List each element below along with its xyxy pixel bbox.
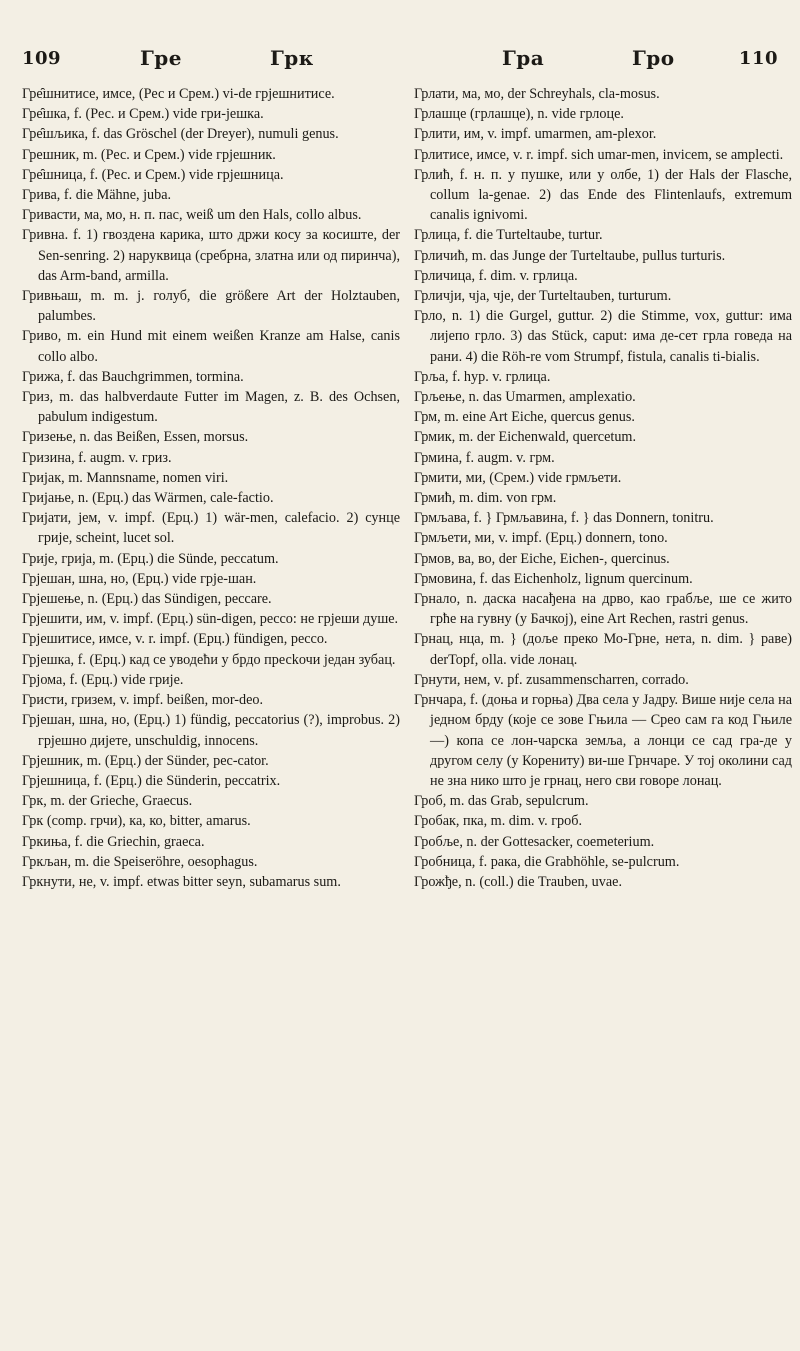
dictionary-entry: Грива, f. die Mähne, juba. bbox=[22, 187, 172, 204]
dictionary-entry: Грличић, m. das Junge der Turteltaube, pullus turturis. bbox=[414, 247, 726, 264]
dictionary-entry: Грмић, m. dim. von грм. bbox=[414, 490, 557, 507]
dictionary-entry: Грјешење, n. (Ерц.) das Sündigen, peccare. bbox=[22, 591, 272, 608]
dictionary-entry: Гривна. f. 1) гвоздена карика, што држи косу за косиште, der Sen-senring. 2) наруквица (сребрна, златна или од пиринча), das Arm-band, armilla. bbox=[22, 227, 400, 284]
dictionary-entry: Гркљан, m. die Speiseröhre, oesophagus. bbox=[22, 853, 258, 870]
left-guide-word-first: Гре bbox=[140, 46, 183, 70]
dictionary-entry: Гркиња, f. die Griechin, graeca. bbox=[22, 833, 205, 850]
dictionary-entry: Гријање, n. (Ерц.) das Wärmen, cale-factio. bbox=[22, 490, 274, 507]
dictionary-entry: Гријати, јем, v. impf. (Ерц.) 1) wär-men, calefacio. 2) сунце грије, scheint, lucet sol. bbox=[22, 510, 400, 547]
dictionary-entry: Грљење, n. das Umarmen, amplexatio. bbox=[414, 389, 636, 406]
dictionary-entry: Грмик, m. der Eichenwald, quercetum. bbox=[414, 429, 637, 446]
dictionary-entry: Гристи, гризем, v. impf. beißen, mor-deo. bbox=[22, 692, 264, 709]
dictionary-entry: Грмов, ва, во, der Eiche, Eichen-, quercinus. bbox=[414, 550, 670, 567]
dictionary-entry: Гробље, n. der Gottesacker, coemeterium. bbox=[414, 833, 655, 850]
dictionary-entry: Грјешан, шна, но, (Ерц.) 1) fündig, peccatorius (?), improbus. 2) грјешно дијете, unschuldig, innocens. bbox=[22, 712, 400, 749]
dictionary-entry: Грло, n. 1) die Gurgel, guttur. 2) die Stimme, vox, guttur: има лијепо грло. 3) das Stück, caput: има де-сет грла говеда на рани. 4) die Röh-re vom Strumpf, fistula, canalis ti-bialis. bbox=[414, 308, 792, 365]
dictionary-entry: Грличица, f. dim. v. грлица. bbox=[414, 267, 578, 284]
dictionary-entry: Гривњаш, m. m. j. голуб, die größere Art der Holztauben, palumbes. bbox=[22, 288, 400, 325]
dictionary-entry: Грмљава, f. } Грмљавина, f. } das Donnern, tonitru. bbox=[414, 510, 714, 527]
dictionary-entry: Грмина, f. augm. v. грм. bbox=[414, 449, 555, 466]
right-column bbox=[414, 84, 792, 892]
dictionary-entry: Гривасти, ма, мо, н. п. пас, weiß um den Hals, collo albus. bbox=[22, 207, 362, 224]
dictionary-entry: Гре̑шка, f. (Рес. и Срем.) vide гри-јешка. bbox=[22, 106, 264, 123]
dictionary-entry: Грличји, чја, чје, der Turteltauben, turturum. bbox=[414, 288, 672, 305]
dictionary-entry: Гркнути, не, v. impf. etwas bitter seyn, subamarus sum. bbox=[22, 873, 341, 890]
dictionary-entry: Гризина, f. augm. v. гриз. bbox=[22, 449, 172, 466]
dictionary-entry: Грља, f. hyp. v. грлица. bbox=[414, 368, 551, 385]
dictionary-entry: Грижа, f. das Bauchgrimmen, tormina. bbox=[22, 368, 244, 385]
dictionary-entry: Гриз, m. das halbverdaute Futter im Magen, z. B. des Ochsen, pabulum indigestum. bbox=[22, 389, 400, 426]
dictionary-entry: Гријак, m. Mannsname, nomen viri. bbox=[22, 469, 229, 486]
dictionary-entry: Грјешан, шна, но, (Ерц.) vide грје-шан. bbox=[22, 570, 257, 587]
dictionary-entry: Грк, m. der Grieche, Graecus. bbox=[22, 793, 193, 810]
dictionary-entry: Гре̑шнитисе, имсе, (Рес и Срем.) vi-de грјешнитисе. bbox=[22, 86, 335, 102]
dictionary-entry: Грлити, им, v. impf. umarmen, am-plexor. bbox=[414, 126, 657, 143]
dictionary-entry: Грнац, нца, m. } (доље преко Мо-Грне, нета, n. dim. } раве) derTopf, olla. vide лонац. bbox=[414, 631, 792, 668]
dictionary-entry: Грлитисе, имсе, v. r. impf. sich umar-men, invicem, se amplecti. bbox=[414, 146, 784, 163]
dictionary-entry: Гробак, пка, m. dim. v. гроб. bbox=[414, 813, 582, 830]
right-page-number: 110 bbox=[738, 48, 778, 69]
dictionary-entry: Грожђе, n. (coll.) die Trauben, uvae. bbox=[414, 873, 623, 890]
dictionary-entry: Грнути, нем, v. pf. zusammenscharren, corrado. bbox=[414, 671, 689, 688]
dictionary-entry: Гре̑шљика, f. das Gröschel (der Dreyer), numuli genus. bbox=[22, 126, 339, 143]
dictionary-entry: Грјешник, m. (Ерц.) der Sünder, pec-cator. bbox=[22, 752, 269, 769]
left-page-number: 109 bbox=[22, 48, 62, 69]
dictionary-entry: Грк (comp. грчи), ка, ко, bitter, amarus. bbox=[22, 813, 251, 830]
dictionary-entry: Грлашце (грлашце), n. vide грлоце. bbox=[414, 106, 624, 123]
dictionary-entry: Грешник, m. (Рес. и Срем.) vide грјешник. bbox=[22, 146, 276, 163]
dictionary-entry: Грјешница, f. (Ерц.) die Sünderin, peccatrix. bbox=[22, 772, 281, 789]
dictionary-entry: Гре̑шница, f. (Рес. и Срем.) vide грјешница. bbox=[22, 166, 284, 183]
page-header bbox=[22, 46, 778, 80]
left-column bbox=[22, 84, 400, 892]
dictionary-entry: Грм, m. eine Art Eiche, quercus genus. bbox=[414, 409, 635, 426]
dictionary-entry: Грлић, f. н. п. у пушке, или у олбе, 1) der Hals der Flasche, collum la-genae. 2) das Ende des Flintenlaufs, extremum canalis ignivomi. bbox=[414, 166, 792, 224]
dictionary-entry: Грјешка, f. (Ерц.) кад се уводећи у брдо пресkочи један зубац. bbox=[22, 651, 396, 668]
dictionary-entry: Грлати, ма, мо, der Schreyhals, cla-mosus. bbox=[414, 86, 660, 102]
dictionary-entry: Гриво, m. ein Hund mit einem weißen Kranze am Halse, canis collo albo. bbox=[22, 328, 400, 365]
dictionary-entry: Гриje, грија, m. (Ерц.) die Sünde, peccatum. bbox=[22, 550, 279, 567]
dictionary-entry: Грмити, ми, (Срем.) vide грмљети. bbox=[414, 469, 622, 486]
dictionary-entry: Грнало, n. даска насађена на дрво, као грабље, ше се жито грће на гувну (у Бачкој), eine Art Rechen, rastri genus. bbox=[414, 591, 792, 628]
dictionary-entry: Грнчара, f. (доња и горња) Два села у Јадру. Више није села на једном брду (које се зове Гњила — Срео сам га код Гњиле —) копа се лон-чарска земља, а лонци се сад гра-де у другом селу (у Корениту) ви-ше Грнчаре. У тој околини сад не зна нико што је грнац, него сви говоре лонац. bbox=[414, 692, 792, 789]
left-guide-word-last: Грк bbox=[270, 46, 314, 70]
right-guide-word-last: Гро bbox=[632, 46, 675, 70]
dictionary-entry: Гроб, m. das Grab, sepulcrum. bbox=[414, 793, 589, 810]
right-guide-word-first: Гра bbox=[502, 46, 545, 70]
dictionary-entry: Грјома, f. (Ерц.) vide гриje. bbox=[22, 671, 184, 688]
dictionary-entry: Грмљети, ми, v. impf. (Ерц.) donnern, tono. bbox=[414, 530, 668, 547]
dictionary-entry: Грлица, f. die Turteltaube, turtur. bbox=[414, 227, 603, 244]
dictionary-entry: Грмовина, f. das Eichenholz, lignum quercinum. bbox=[414, 570, 693, 587]
dictionary-entry: Гризење, n. das Beißen, Essen, morsus. bbox=[22, 429, 249, 446]
dictionary-entry: Грјешити, им, v. impf. (Ерц.) sün-digen, pecco: не грјеши душе. bbox=[22, 611, 399, 628]
dictionary-entry: Грјешитисе, имсе, v. r. impf. (Ерц.) fündigen, pecco. bbox=[22, 631, 328, 648]
dictionary-entry: Гробница, f. рака, die Grabhöhle, se-pulcrum. bbox=[414, 853, 680, 870]
